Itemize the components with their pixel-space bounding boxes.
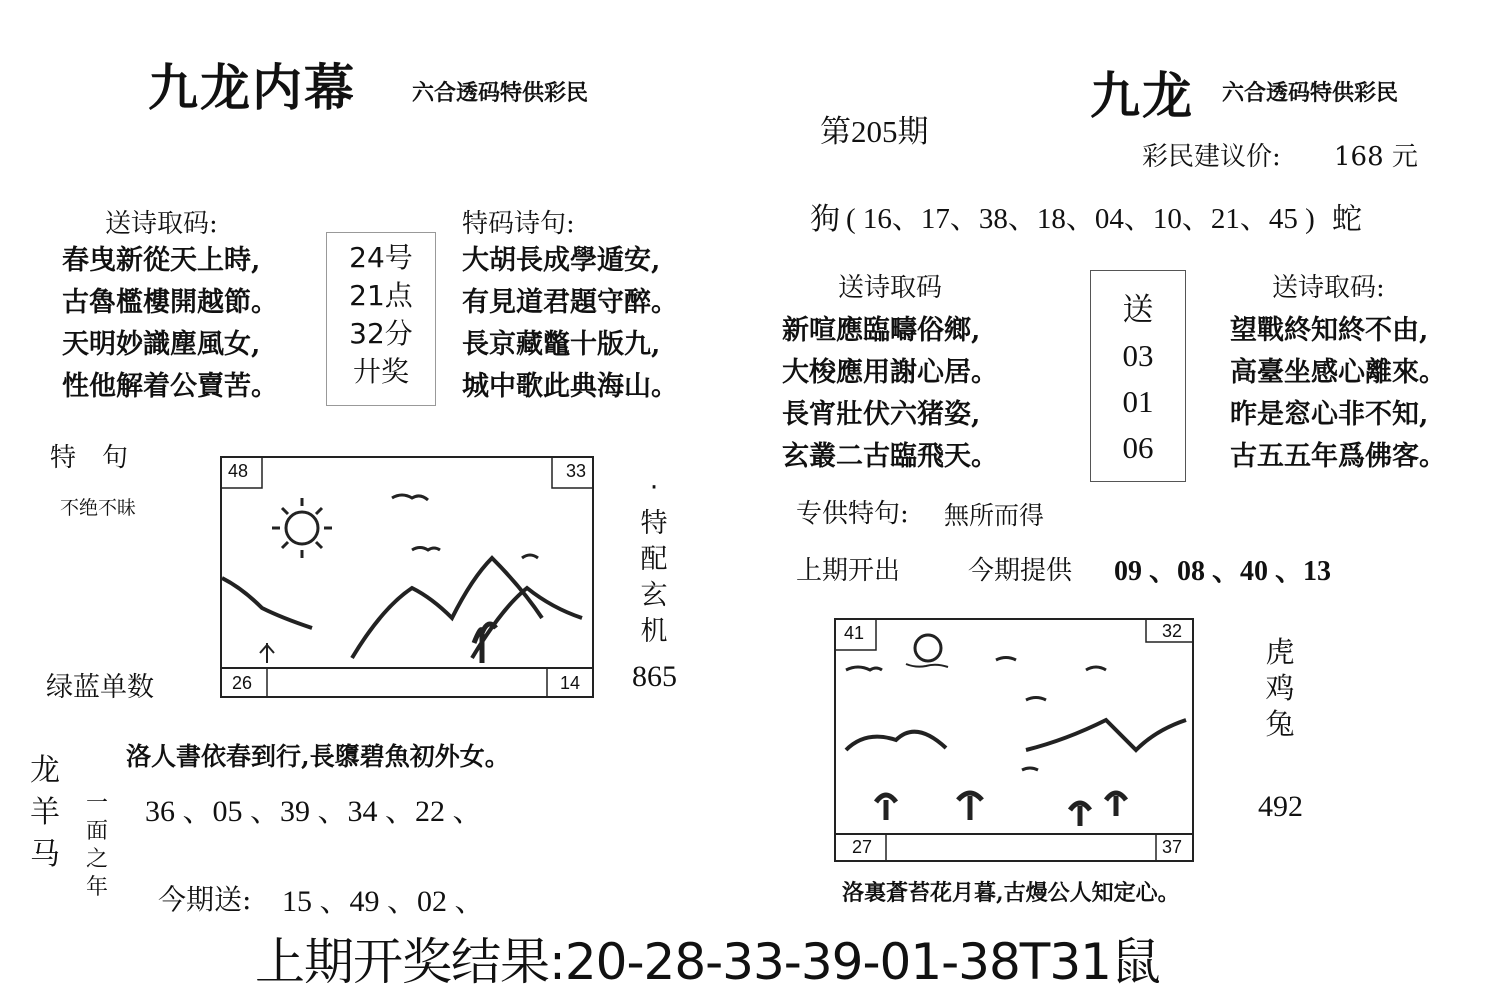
provide-label: 今期提供	[968, 556, 1073, 586]
zodiac-char: 马	[30, 837, 60, 872]
zodiac-char: 羊	[30, 795, 60, 830]
send-box	[1090, 270, 1186, 482]
teju-text: 不绝不昧	[60, 497, 137, 519]
yimian-char: 面	[85, 819, 108, 844]
right-poem-header-right: 送诗取码:	[1272, 273, 1385, 303]
yimian-vertical	[84, 790, 110, 902]
corner-number: 41	[844, 623, 865, 643]
dog-label: 狗	[810, 202, 840, 237]
number-row: 36 、05 、39 、34 、22 、	[145, 795, 483, 828]
poem-line: 古五五年爲佛客。	[1230, 441, 1446, 472]
send-label: 今期送:	[158, 883, 252, 916]
poem-line: 春曳新從天上時,	[62, 245, 261, 276]
last-label: 上期开出	[796, 556, 901, 586]
send-numbers: 15 、49 、02 、	[282, 885, 485, 918]
corner-number: 32	[1161, 621, 1182, 641]
side-char: 虎	[1265, 635, 1295, 669]
poem-line: 天明妙識塵風女,	[62, 329, 261, 360]
send-box-line: 送	[1122, 292, 1154, 327]
code-box	[326, 232, 436, 406]
poem-line: 新喧應臨疇俗鄉,	[782, 315, 981, 346]
corner-number: 48	[228, 461, 249, 481]
poem-line: 大胡長成學遁安,	[462, 245, 661, 276]
special-poem-header: 特码诗句:	[462, 209, 575, 239]
send-box-line: 01	[1122, 384, 1154, 419]
special-label: 专供特句:	[796, 499, 909, 529]
last-result: 上期开奖结果:20-28-33-39-01-38T31鼠	[255, 933, 1160, 991]
side-char: 鸡	[1265, 671, 1295, 705]
right-title: 九龙	[1090, 66, 1194, 125]
side-char: 特	[640, 508, 668, 539]
poem-line: 有見道君題守醉。	[462, 287, 678, 318]
price-value: 168 元	[1334, 142, 1418, 172]
provide-numbers: 09 、08 、40 、13	[1114, 556, 1332, 587]
poem-line: 玄叢二古臨飛天。	[782, 441, 998, 472]
left-subtitle: 六合透码特供彩民	[412, 80, 589, 106]
corner-number: 37	[1161, 837, 1182, 857]
right-poem-header-left: 送诗取码	[838, 273, 943, 303]
right-side-number: 492	[1258, 790, 1303, 823]
zodiac-char: 龙	[30, 753, 60, 788]
corner-number: 14	[559, 673, 580, 693]
corner-number: 27	[852, 837, 873, 857]
left-poem-line: 洛人書依春到行,長隳碧魚初外女。	[126, 742, 510, 771]
snake-label: 蛇	[1332, 202, 1362, 237]
poem-line: 長京藏鼈十版九,	[462, 329, 661, 360]
right-subtitle: 六合透码特供彩民	[1222, 80, 1399, 106]
right-scene-illustration	[834, 618, 1194, 862]
send-box-line: 03	[1122, 338, 1154, 373]
landscape-drawing	[222, 458, 592, 696]
right-poem-left	[782, 310, 998, 478]
left-poem	[62, 240, 278, 408]
right-poem-line: 洛裏蒼苔花月暮,古熳公人知定心。	[842, 880, 1180, 906]
poem-line: 大梭應用謝心居。	[782, 357, 998, 388]
side-char: 兔	[1265, 707, 1295, 741]
side-char: 玄	[640, 580, 668, 611]
yimian-char: 一	[85, 791, 108, 816]
poem-line: 長宵壯伏六猪姿,	[782, 399, 981, 430]
teju-label: 特 句	[50, 443, 129, 473]
side-char: 机	[640, 616, 668, 647]
left-scene-illustration	[220, 456, 594, 698]
right-poem-right	[1230, 310, 1446, 478]
landscape-drawing	[836, 620, 1192, 860]
side-char: 配	[640, 544, 668, 575]
code-box-line: 21点	[349, 279, 413, 312]
color-label: 绿蓝单数	[46, 672, 154, 703]
code-box-line: 24号	[349, 241, 413, 274]
corner-number: 33	[565, 461, 586, 481]
poem-line: 性他解着公賣苦。	[62, 371, 278, 402]
zodiac-vertical	[28, 750, 62, 876]
poem-line: 高臺坐感心離來。	[1230, 357, 1446, 388]
side-char: ·	[649, 472, 659, 503]
left-title: 九龙内幕	[148, 58, 356, 117]
left-side-number: 865	[632, 660, 677, 693]
send-box-line: 06	[1122, 430, 1154, 465]
left-side-vertical	[636, 470, 672, 650]
poem-line: 昨是窓心非不知,	[1230, 399, 1429, 430]
code-box-line: 廾奖	[352, 355, 409, 388]
issue-number: 第205期	[820, 114, 929, 149]
poem-line: 古魯檻樓開越節。	[62, 287, 278, 318]
code-box-line: 32分	[349, 317, 413, 350]
yimian-char: 之	[85, 847, 108, 872]
corner-number: 26	[232, 673, 253, 693]
left-poem-header: 送诗取码:	[105, 209, 218, 239]
special-poem	[462, 240, 678, 408]
dog-numbers: ( 16、17、38、18、04、10、21、45 )	[846, 203, 1315, 235]
price-label: 彩民建议价:	[1142, 142, 1281, 172]
special-text: 無所而得	[944, 501, 1045, 530]
right-side-vertical	[1262, 634, 1298, 742]
poem-line: 城中歌此典海山。	[462, 371, 678, 402]
yimian-char: 年	[85, 875, 108, 900]
poem-line: 望戰終知終不由,	[1230, 315, 1429, 346]
